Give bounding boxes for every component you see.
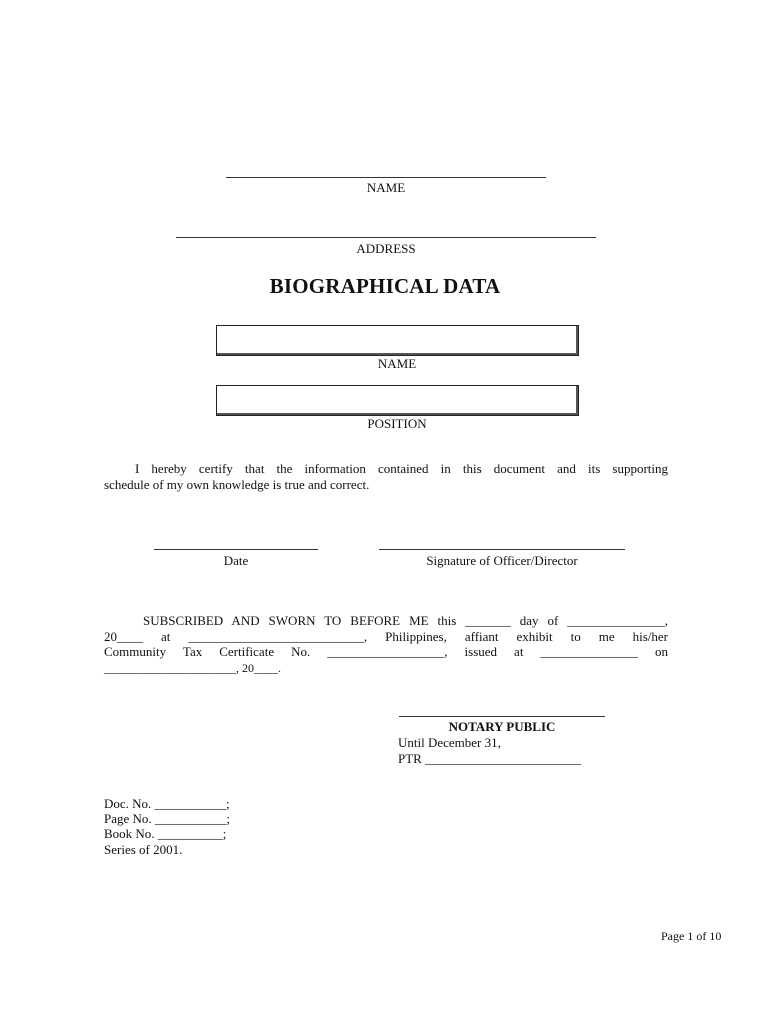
- jurat-line-1: SUBSCRIBED AND SWORN TO BEFORE ME this _______ day of _______________,: [143, 613, 668, 628]
- book-number-entry: Book No. __________;: [104, 826, 227, 841]
- name-field-label: NAME: [377, 356, 417, 371]
- position-field-label: POSITION: [367, 416, 427, 431]
- document-title: BIOGRAPHICAL DATA: [269, 274, 501, 298]
- certification-line-2: schedule of my own knowledge is true and correct.: [104, 477, 370, 492]
- name-signature-line: [226, 177, 546, 178]
- address-line: [176, 237, 596, 238]
- page-indicator: Page 1 of 10: [661, 929, 722, 943]
- jurat-line-2: 20____ at ___________________________, Philippines, affiant exhibit to me his/her: [104, 629, 668, 644]
- name-input-box[interactable]: [216, 325, 579, 356]
- date-line: [154, 549, 318, 550]
- date-label: Date: [223, 553, 249, 568]
- jurat-line-4: ______________________, 20____.: [104, 661, 281, 675]
- position-input-box[interactable]: [216, 385, 579, 416]
- notary-public-label: NOTARY PUBLIC: [448, 719, 556, 734]
- header-address-label: ADDRESS: [356, 241, 416, 256]
- series-entry: Series of 2001.: [104, 842, 183, 857]
- notary-ptr-text: PTR ________________________: [398, 751, 582, 766]
- doc-number-entry: Doc. No. ___________;: [104, 796, 230, 811]
- certification-line-1: I hereby certify that the information contained in this document and its supporting: [135, 461, 668, 476]
- notary-until-text: Until December 31,: [398, 735, 501, 750]
- signature-line: [379, 549, 625, 550]
- page-number-entry: Page No. ___________;: [104, 811, 231, 826]
- header-name-label: NAME: [366, 180, 406, 195]
- signature-label: Signature of Officer/Director: [426, 553, 578, 568]
- notary-signature-line: [399, 716, 605, 717]
- jurat-line-3: Community Tax Certificate No. __________________, issued at _______________ on: [104, 644, 668, 659]
